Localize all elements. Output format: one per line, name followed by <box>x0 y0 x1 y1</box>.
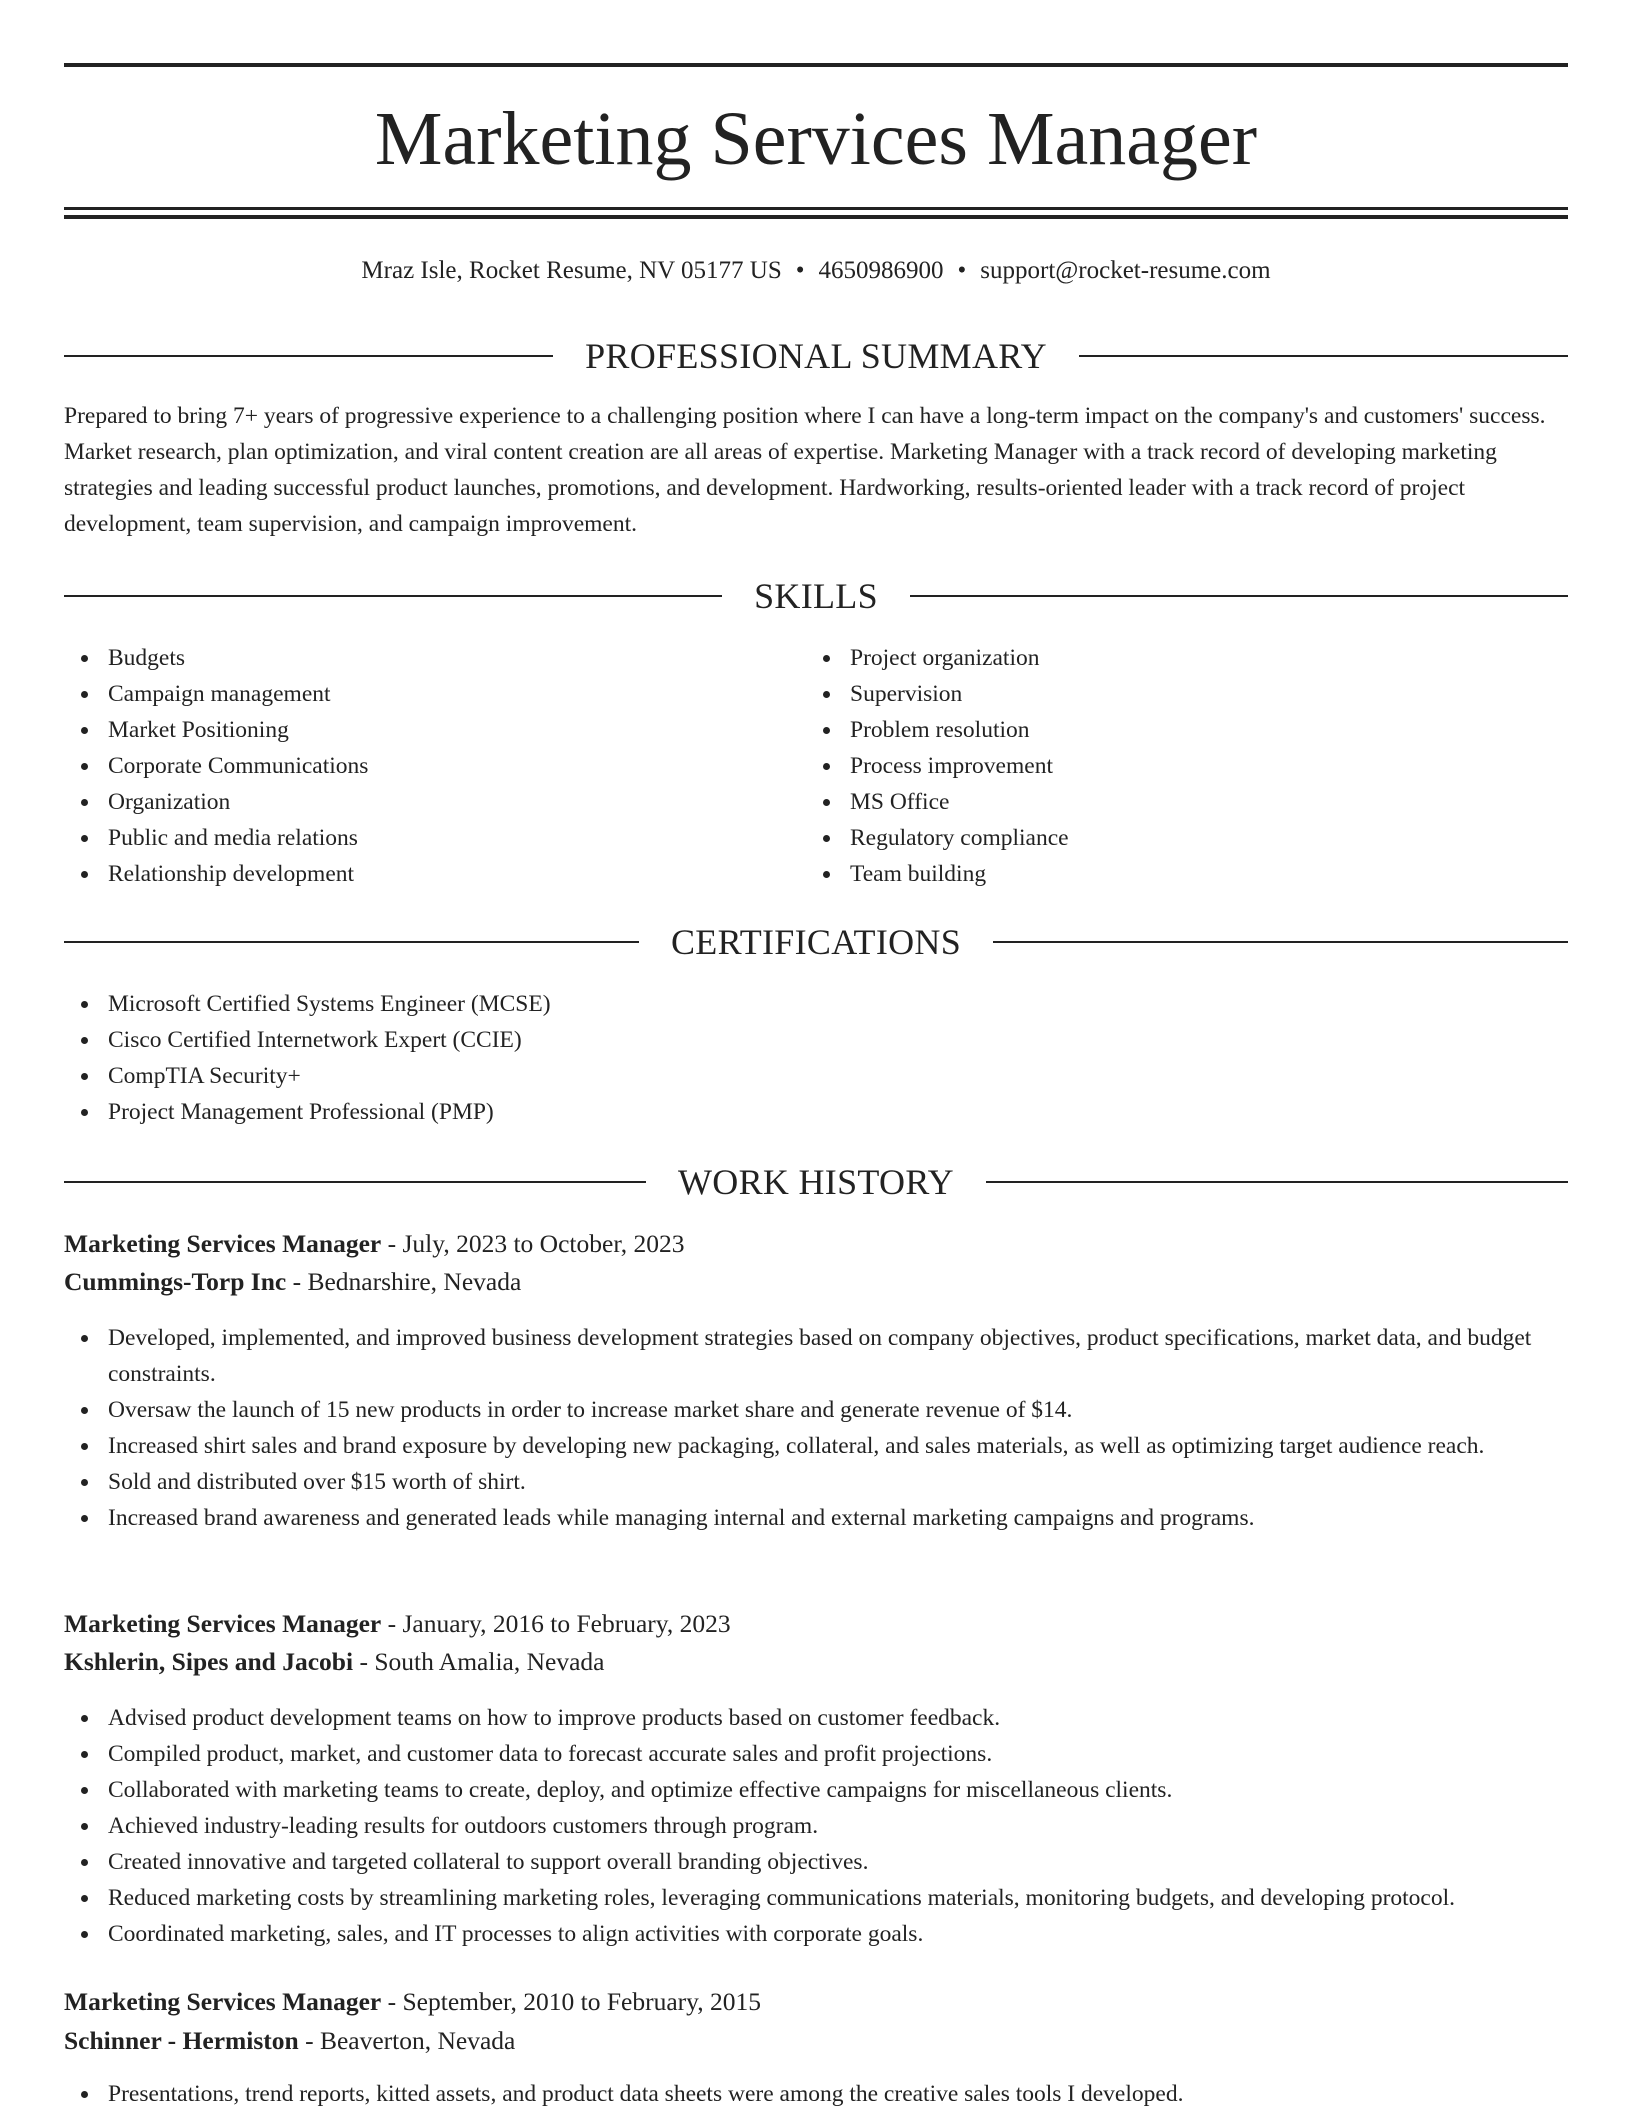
skills-heading <box>64 574 1568 618</box>
job-bullet: Advised product development teams on how to improve products based on customer feedback. <box>64 1700 1568 1736</box>
job-bullets <box>64 2076 1568 2112</box>
contact-line <box>64 254 1568 288</box>
job-dates: - July, 2023 to October, 2023 <box>381 1229 685 1258</box>
summary-heading-text: PROFESSIONAL SUMMARY <box>585 336 1047 376</box>
skill-item: Team building <box>806 856 1566 892</box>
job-title: Marketing Services Manager <box>64 1609 382 1638</box>
certification-item: Project Management Professional (PMP) <box>64 1094 1568 1130</box>
job-title-line <box>64 1226 1568 1262</box>
heading-rule <box>986 1181 1568 1183</box>
skill-item: Relationship development <box>64 856 764 892</box>
heading-rule <box>993 941 1568 943</box>
job-title: Marketing Services Manager <box>64 1229 382 1258</box>
job-company-line <box>64 1644 1568 1680</box>
skill-item: Process improvement <box>806 748 1566 784</box>
skill-item: Regulatory compliance <box>806 820 1566 856</box>
job-company: Cummings-Torp Inc <box>64 1267 287 1296</box>
certification-item: Cisco Certified Internetwork Expert (CCIE) <box>64 1022 1568 1058</box>
certification-item: Microsoft Certified Systems Engineer (MCSE) <box>64 986 1568 1022</box>
job-bullet: Collaborated with marketing teams to create, deploy, and optimize effective campaigns for miscellaneous clients. <box>64 1772 1568 1808</box>
job-dates: - September, 2010 to February, 2015 <box>381 1987 761 2016</box>
work-history-heading <box>64 1160 1568 1204</box>
job-bullet: Achieved industry-leading results for outdoors customers through program. <box>64 1808 1568 1844</box>
job-dates: - January, 2016 to February, 2023 <box>381 1609 731 1638</box>
job-bullet: Reduced marketing costs by streamlining marketing roles, leveraging communications materials, monitoring budgets, and developing protocol. <box>64 1880 1568 1916</box>
contact-email: support@rocket-resume.com <box>980 257 1271 284</box>
skill-item: Budgets <box>64 640 764 676</box>
job-bullet: Presentations, trend reports, kitted assets, and product data sheets were among the creative sales tools I developed. <box>64 2076 1568 2112</box>
heading-rule <box>64 1181 646 1183</box>
skill-item: Organization <box>64 784 764 820</box>
heading-rule <box>910 595 1568 597</box>
skill-item: Supervision <box>806 676 1566 712</box>
skill-item: Market Positioning <box>64 712 764 748</box>
resume-title: Marketing Services Manager <box>374 97 1258 181</box>
job-bullet: Increased shirt sales and brand exposure by developing new packaging, collateral, and sales materials, as well as optimizing target audience reach. <box>64 1428 1568 1464</box>
job-bullet: Oversaw the launch of 15 new products in order to increase market share and generate revenue of $14. <box>64 1392 1568 1428</box>
job-bullet: Coordinated marketing, sales, and IT processes to align activities with corporate goals. <box>64 1916 1568 1952</box>
job-location: - South Amalia, Nevada <box>353 1647 605 1676</box>
job-company: Kshlerin, Sipes and Jacobi <box>64 1647 354 1676</box>
job-company-line <box>64 2023 1568 2059</box>
job-title-line <box>64 1984 1568 2020</box>
job-bullet: Increased brand awareness and generated leads while managing internal and external marketing campaigns and programs. <box>64 1500 1568 1536</box>
job-title-line <box>64 1606 1568 1642</box>
job-location: - Beaverton, Nevada <box>298 2026 516 2055</box>
job-bullet: Compiled product, market, and customer data to forecast accurate sales and profit projections. <box>64 1736 1568 1772</box>
skill-item: Problem resolution <box>806 712 1566 748</box>
skill-item: Project organization <box>806 640 1566 676</box>
job-location: - Bednarshire, Nevada <box>286 1267 522 1296</box>
skills-list-right <box>806 640 1566 892</box>
certifications-heading-text: CERTIFICATIONS <box>670 922 962 962</box>
skills-heading-text: SKILLS <box>754 576 878 616</box>
skills-list-left <box>64 640 764 892</box>
contact-address: Mraz Isle, Rocket Resume, NV 05177 US <box>361 257 782 284</box>
heading-rule <box>1079 355 1568 357</box>
skill-item: Public and media relations <box>64 820 764 856</box>
job-company-line <box>64 1264 1568 1300</box>
skill-item: MS Office <box>806 784 1566 820</box>
job-bullet: Sold and distributed over $15 worth of shirt. <box>64 1464 1568 1500</box>
job-bullets <box>64 1700 1568 1952</box>
heading-rule <box>64 595 722 597</box>
contact-separator: • <box>957 257 967 284</box>
job-company: Schinner - Hermiston <box>64 2026 299 2055</box>
header-top-rule <box>64 63 1568 67</box>
job-title: Marketing Services Manager <box>64 1987 382 2016</box>
certifications-heading <box>64 920 1568 964</box>
work-history-heading-text: WORK HISTORY <box>678 1162 954 1202</box>
job-bullet: Developed, implemented, and improved business development strategies based on company objectives, product specifications, market data, and budget constraints. <box>64 1320 1568 1392</box>
certification-item: CompTIA Security+ <box>64 1058 1568 1094</box>
summary-heading <box>64 334 1568 378</box>
certifications-list <box>64 986 1568 1130</box>
contact-phone: 4650986900 <box>818 257 944 284</box>
header-bottom-rule <box>64 207 1568 210</box>
job-bullets <box>64 1320 1568 1536</box>
job-bullet: Created innovative and targeted collateral to support overall branding objectives. <box>64 1844 1568 1880</box>
heading-rule <box>64 941 639 943</box>
skill-item: Campaign management <box>64 676 764 712</box>
header-bottom-rule-2 <box>64 215 1568 219</box>
skill-item: Corporate Communications <box>64 748 764 784</box>
summary-text: Prepared to bring 7+ years of progressive experience to a challenging position where I can have a long-term impact on the company's and customers' success. Market research, plan optimization, and viral content creation are all areas of expertise. Marketing Manager with a track record of developing marketing strategies and leading successful product launches, promotions, and development. Hardworking, results-oriented leader with a track record of project development, team supervision, and campaign improvement. <box>64 403 1546 537</box>
heading-rule <box>64 355 553 357</box>
contact-separator: • <box>795 257 805 284</box>
